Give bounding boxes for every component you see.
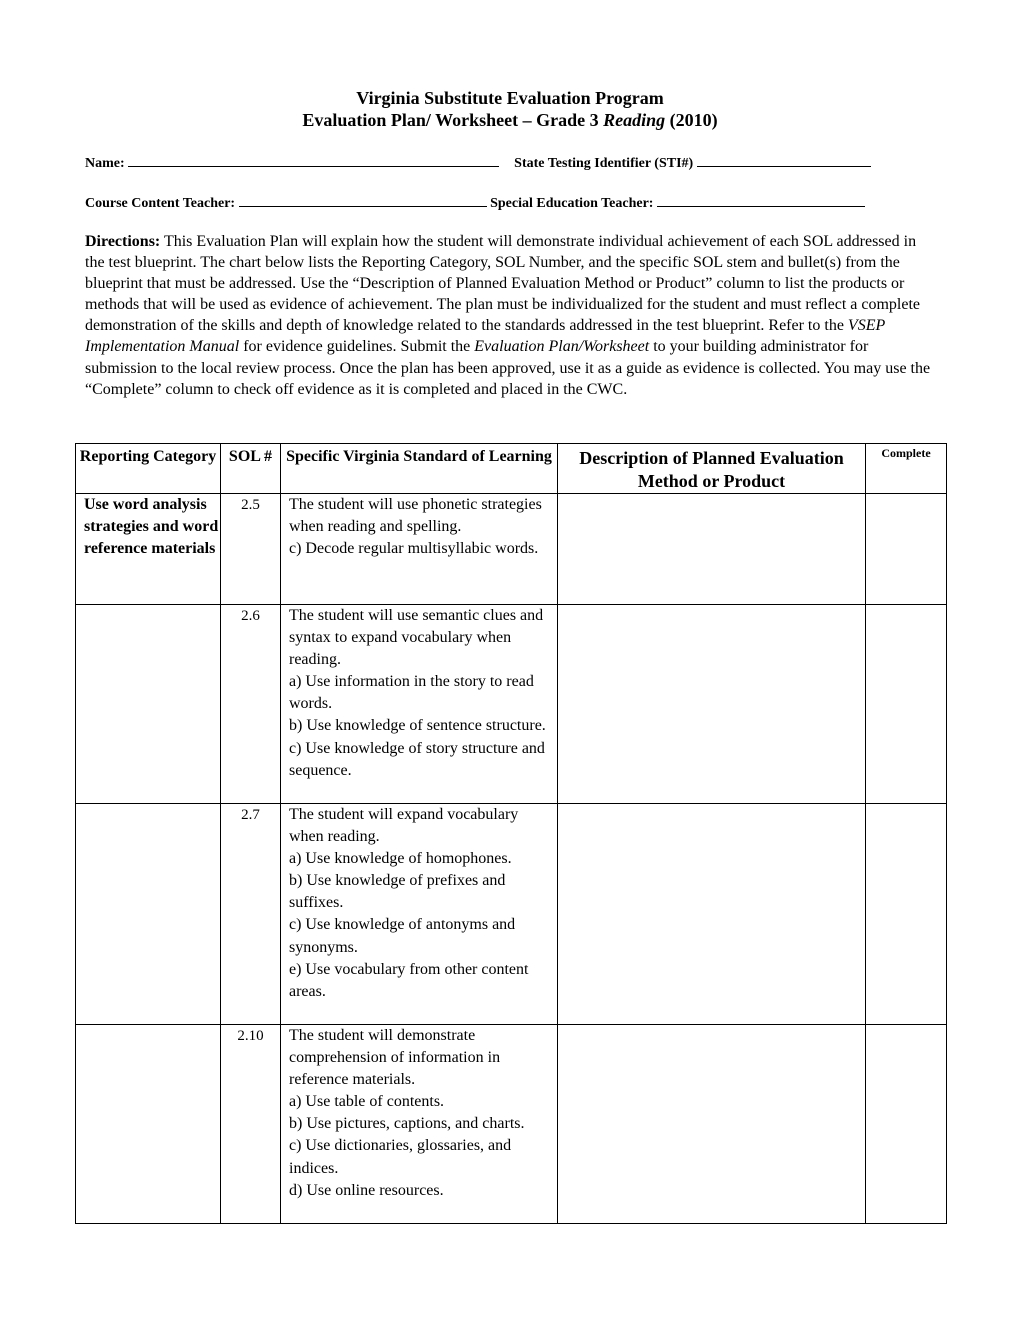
standard-bullet: a) Use knowledge of homophones. [289,850,512,868]
sti-label: State Testing Identifier (STI#) [514,156,694,171]
directions-text-2: for evidence guidelines. Submit the [239,338,475,356]
description-cell[interactable] [558,1025,866,1224]
standard-bullet: a) Use information in the story to read words. [289,673,534,713]
teacher-row [85,194,865,213]
complete-cell[interactable] [866,494,947,605]
header-category: Reporting Category [76,444,221,494]
table-row [76,494,947,605]
row-category [76,1025,221,1224]
directions-worksheet: Evaluation Plan/Worksheet [474,338,650,356]
page-title: Virginia Substitute Evaluation Program [356,88,664,108]
standard-stem: The student will use semantic clues and syntax to expand vocabulary when reading. [289,607,544,669]
complete-cell[interactable] [866,1025,947,1224]
standard-bullet: e) Use vocabulary from other content areas. [289,960,529,1000]
standard-stem: The student will demonstrate comprehension of information in reference materials. [289,1027,501,1089]
standard-bullet: a) Use table of contents. [289,1093,445,1111]
name-label: Name: [85,156,125,171]
header-description: Description of Planned Evaluation Method or Product [558,444,866,494]
sti-field[interactable] [697,154,871,167]
standard-bullet: c) Decode regular multisyllabic words. [289,540,539,558]
row-standard [281,605,558,804]
standard-bullet: b) Use pictures, captions, and charts. [289,1115,525,1133]
sped-teacher-field[interactable] [657,194,865,207]
directions-text-1: This Evaluation Plan will explain how the student will demonstrate individual achievement of each SOL addressed in the test blueprint. The chart below lists the Reporting Category, SOL Number, and the specific SOL stem and bullet(s) from the blueprint that must be addressed. Use the “Description of Planned Evaluation Method or Product” column to list the products or methods that will be used as evidence of achievement. The plan must be individualized for the student and must reflect a complete demonstration of the skills and depth of knowledge related to the standards addressed in the test blueprint. Refer to the [85,233,920,335]
directions-manual: VSEP Implementation Manual [85,317,885,356]
standard-bullet: b) Use knowledge of sentence structure. [289,717,546,735]
content-teacher-field[interactable] [239,194,487,207]
sped-teacher-label: Special Education Teacher: [490,196,654,211]
name-row [85,154,871,173]
row-category [76,605,221,804]
directions-text-3: to your building administrator for submission to the local review process. Once the plan has been approved, use it as a guide as evidence is collected. You may use the “Complete” column to check off evidence as it is completed and placed in the CWC. [85,338,931,398]
row-sol: 2.10 [221,1025,281,1224]
subtitle-prefix: Evaluation Plan/ Worksheet – Grade 3 [302,110,604,130]
directions [85,231,935,400]
row-standard [281,494,558,605]
name-field[interactable] [128,154,499,167]
row-standard [281,1025,558,1224]
description-cell[interactable] [558,494,866,605]
complete-cell[interactable] [866,605,947,804]
directions-label: Directions: [85,233,161,250]
standard-bullet: c) Use knowledge of story structure and sequence. [289,739,545,779]
row-sol: 2.6 [221,605,281,804]
header-sol: SOL # [221,444,281,494]
table-row [76,605,947,804]
standard-stem: The student will use phonetic strategies when reading and spelling. [289,496,542,536]
table-row [76,1025,947,1224]
standard-stem: The student will expand vocabulary when reading. [289,806,519,846]
header-row [76,444,947,494]
row-category [76,804,221,1025]
row-category: Use word analysis strategies and word reference materials [76,494,221,605]
evaluation-plan-table [75,443,947,1224]
complete-cell[interactable] [866,804,947,1025]
table-row [76,804,947,1025]
header-complete: Complete [866,444,947,494]
standard-bullet: d) Use online resources. [289,1181,444,1199]
standard-bullet: c) Use dictionaries, glossaries, and indices. [289,1137,512,1177]
row-sol: 2.5 [221,494,281,605]
description-cell[interactable] [558,804,866,1025]
page-subtitle [0,109,1020,131]
standard-bullet: b) Use knowledge of prefixes and suffixes. [289,872,506,912]
standard-bullet: c) Use knowledge of antonyms and synonyms. [289,916,516,956]
header-standard: Specific Virginia Standard of Learning [281,444,558,494]
row-sol: 2.7 [221,804,281,1025]
content-teacher-label: Course Content Teacher: [85,196,236,211]
subtitle-subject: Reading [603,110,666,130]
subtitle-suffix: (2010) [665,110,718,130]
description-cell[interactable] [558,605,866,804]
row-standard [281,804,558,1025]
